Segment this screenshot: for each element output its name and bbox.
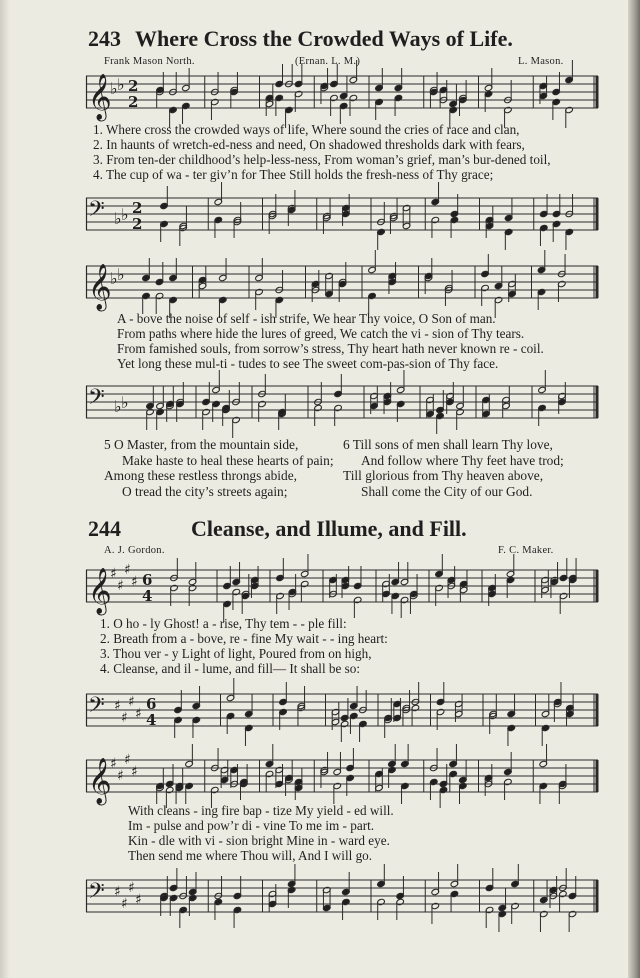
stanza-5-line: O tread the city’s streets again; bbox=[122, 483, 288, 499]
svg-text:♯: ♯ bbox=[128, 694, 135, 710]
treble-clef-icon: 𝄞 bbox=[88, 74, 112, 120]
svg-text:♭: ♭ bbox=[117, 265, 125, 284]
svg-text:♯: ♯ bbox=[131, 574, 138, 590]
hymn-243-tune: (Ernan. L. M.) bbox=[295, 56, 361, 67]
hymn-244-author: A. J. Gordon. bbox=[104, 545, 165, 556]
hymn-244-staff-bass-2 bbox=[86, 872, 598, 922]
treble-clef-icon: 𝄞 bbox=[88, 264, 112, 310]
hymn-243-composer: L. Mason. bbox=[518, 56, 564, 67]
svg-text:♭: ♭ bbox=[110, 79, 118, 98]
hymn-243-verse-4-line-2: Yet long these mul-ti - tudes to see The sweet com-pas-sion of Thy face. bbox=[117, 356, 499, 371]
svg-text:4: 4 bbox=[142, 587, 153, 605]
svg-text:2: 2 bbox=[128, 77, 139, 95]
hymn-244-verse-2-line-2: Im - pulse and pow’r di - vine To me im - part. bbox=[128, 818, 375, 833]
svg-text:♯: ♯ bbox=[135, 892, 142, 908]
hymn-243-verse-1-line-1: 1. Where cross the crowded ways of life, Where sound the cries of race and clan, bbox=[93, 122, 520, 137]
hymn-244-verse-1-line-1: 1. O ho - ly Ghost! a - rise, Thy tem - - ple fill: bbox=[100, 616, 347, 631]
hymn-243-stanza-5 bbox=[104, 437, 334, 499]
svg-text:♯: ♯ bbox=[114, 698, 121, 714]
hymn-244-staff-treble-2 bbox=[86, 752, 598, 802]
bass-clef-icon: 𝄢 bbox=[88, 385, 105, 415]
svg-text:♯: ♯ bbox=[117, 578, 124, 594]
svg-text:♯: ♯ bbox=[117, 768, 124, 784]
svg-text:♭: ♭ bbox=[110, 269, 118, 288]
svg-text:♯: ♯ bbox=[110, 566, 117, 582]
page-spine-shadow bbox=[0, 0, 10, 978]
hymn-244-composer: F. C. Maker. bbox=[498, 545, 554, 556]
svg-text:♭: ♭ bbox=[114, 209, 122, 228]
svg-text:2: 2 bbox=[132, 199, 143, 217]
svg-text:♯: ♯ bbox=[128, 880, 135, 896]
svg-text:♯: ♯ bbox=[121, 896, 128, 912]
stanza-6-line: Till glorious from Thy heaven above, bbox=[343, 468, 544, 483]
svg-text:2: 2 bbox=[128, 93, 139, 111]
hymn-243-staff-bass-2 bbox=[86, 378, 598, 428]
svg-text:♯: ♯ bbox=[121, 710, 128, 726]
bass-clef-icon: 𝄢 bbox=[88, 693, 105, 723]
svg-text:2: 2 bbox=[132, 215, 143, 233]
svg-text:♭: ♭ bbox=[114, 397, 122, 416]
svg-text:♯: ♯ bbox=[124, 752, 131, 768]
svg-text:♯: ♯ bbox=[114, 884, 121, 900]
stanza-5-line: 5 O Master, from the mountain side, bbox=[104, 437, 299, 452]
hymn-243-heading bbox=[88, 26, 513, 52]
hymn-243-title: Where Cross the Crowded Ways of Life. bbox=[135, 26, 513, 51]
stanza-6-line: Shall come the City of our God. bbox=[361, 483, 533, 499]
treble-clef-icon: 𝄞 bbox=[88, 758, 112, 804]
svg-text:♯: ♯ bbox=[110, 756, 117, 772]
svg-text:6: 6 bbox=[142, 571, 153, 589]
hymn-244-verse-2-line-1: 2. Breath from a - bove, re - fine My wait - - ing heart: bbox=[100, 631, 388, 646]
stanza-6-line: 6 Till sons of men shall learn Thy love, bbox=[343, 437, 553, 452]
hymn-244-verse-4-line-2: Then send me where Thou will, And I will go. bbox=[128, 848, 373, 863]
hymn-243-verse-4-line-1: 4. The cup of wa - ter giv’n for Thee Still holds the fresh-ness of Thy grace; bbox=[93, 167, 494, 182]
bass-clef-icon: 𝄢 bbox=[88, 879, 105, 909]
svg-text:♯: ♯ bbox=[131, 764, 138, 780]
svg-text:♭: ♭ bbox=[117, 75, 125, 94]
stanza-6-line: And follow where Thy feet have trod; bbox=[361, 452, 564, 468]
hymn-244-verse-3-line-1: 3. Thou ver - y Light of light, Poured from on high, bbox=[100, 646, 372, 661]
hymn-244-heading bbox=[88, 516, 467, 542]
svg-text:4: 4 bbox=[146, 711, 157, 729]
hymn-243-staff-bass-1 bbox=[86, 190, 598, 240]
hymn-243-verse-3-line-1: 3. From ten-der childhood’s help-less-ness, From woman’s grief, man’s bur-dened toil, bbox=[93, 152, 551, 167]
hymn-243-verse-1-line-2: A - bove the noise of self - ish strife, We hear Thy voice, O Son of man. bbox=[117, 311, 496, 326]
hymn-244-verse-1-line-2: With cleans - ing fire bap - tize My yield - ed will. bbox=[128, 803, 394, 818]
hymn-244-verse-4-line-1: 4. Cleanse, and il - lume, and fill— It shall be so: bbox=[100, 661, 361, 676]
hymn-244-title: Cleanse, and Illume, and Fill. bbox=[191, 516, 467, 541]
bass-clef-icon: 𝄢 bbox=[88, 197, 105, 227]
treble-clef-icon: 𝄞 bbox=[88, 568, 112, 614]
hymn-244-verse-3-line-2: Kin - dle with vi - sion bright Mine in - ward eye. bbox=[128, 833, 390, 848]
hymn-244-staff-bass-1 bbox=[86, 686, 598, 736]
hymn-243-staff-treble-1 bbox=[86, 68, 598, 118]
hymn-243-verse-3-line-2: From famished souls, from sorrow’s stress, Thy heart hath never known re - coil. bbox=[117, 341, 544, 356]
svg-text:6: 6 bbox=[146, 695, 157, 713]
svg-text:♯: ♯ bbox=[124, 562, 131, 578]
hymn-243-staff-treble-2 bbox=[86, 258, 598, 308]
page-edge bbox=[628, 0, 640, 978]
stanza-5-line: Make haste to heal these hearts of pain; bbox=[122, 452, 334, 468]
hymn-244-staff-treble-1 bbox=[86, 562, 598, 612]
stanza-5-line: Among these restless throngs abide, bbox=[104, 468, 298, 483]
hymn-243-verse-2-line-2: From paths where hide the lures of greed, We catch the vi - sion of Thy tears. bbox=[117, 326, 525, 341]
hymn-244-number: 244 bbox=[88, 516, 121, 541]
hymn-243-verse-2-line-1: 2. In haunts of wretch-ed-ness and need, On shadowed thresholds dark with fears, bbox=[93, 137, 525, 152]
svg-text:♭: ♭ bbox=[121, 393, 129, 412]
svg-text:♯: ♯ bbox=[135, 706, 142, 722]
hymn-243-author: Frank Mason North. bbox=[104, 56, 195, 67]
svg-text:♭: ♭ bbox=[121, 205, 129, 224]
hymn-243-number: 243 bbox=[88, 26, 121, 51]
hymn-243-stanza-6 bbox=[343, 437, 564, 499]
